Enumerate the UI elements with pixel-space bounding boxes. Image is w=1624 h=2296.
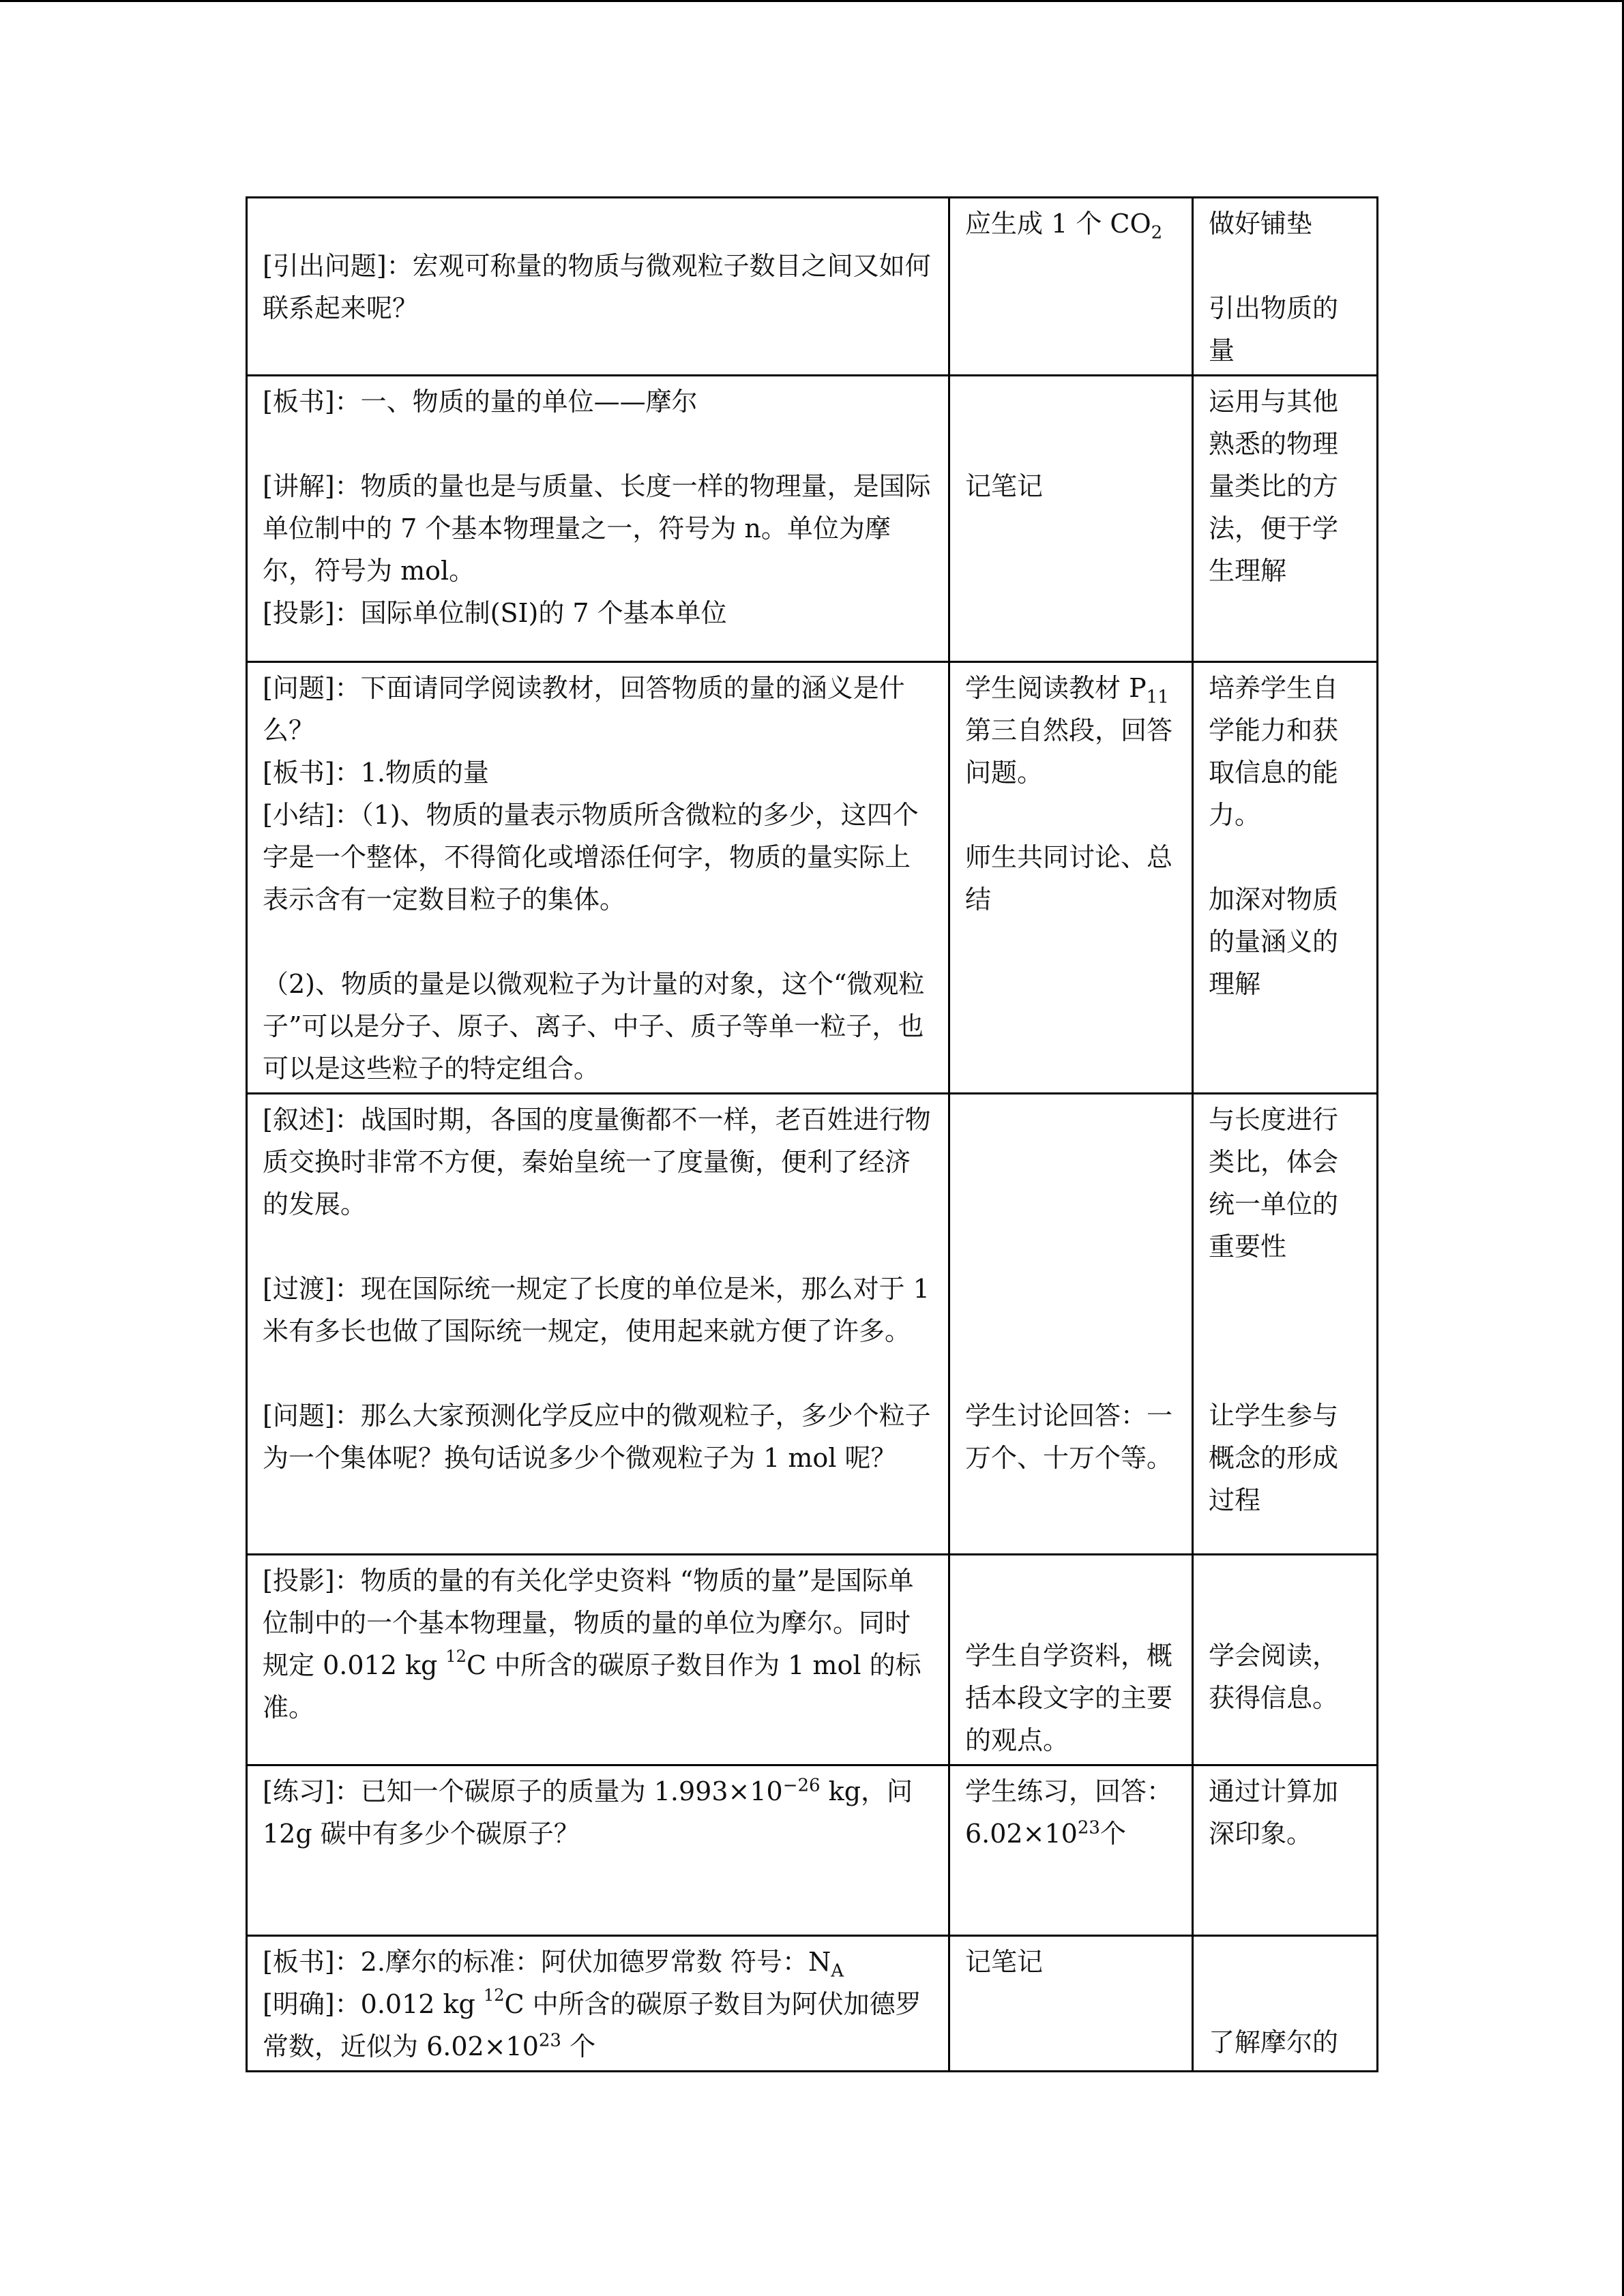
cell-text: [讲解]：物质的量也是与质量、长度一样的物理量，是国际单位制中的 7 个基本物理量之一，符号为 n。单位为摩尔，符号为 mol。 [263, 471, 931, 586]
superscript: −26 [782, 1775, 821, 1796]
cell-text: [板书]：一、物质的量的单位——摩尔 [263, 387, 698, 417]
design-intent-cell [1193, 1094, 1378, 1555]
subscript: 2 [1151, 222, 1163, 243]
design-intent-cell [1193, 1555, 1378, 1765]
teacher-activity-cell [247, 1094, 949, 1555]
cell-text: 运用与其他熟悉的物理量类比的方法，便于学生理解 [1209, 387, 1339, 586]
cell-text: 培养学生自学能力和获取信息的能力。 [1209, 673, 1339, 830]
cell-text: 引出物质的量 [1209, 293, 1339, 366]
cell-text: 学生阅读教材 P [965, 673, 1147, 703]
cell-text: 学会阅读，获得信息。 [1209, 1641, 1339, 1713]
cell-text: [问题]：下面请同学阅读教材，回答物质的量的涵义是什么？ [263, 673, 905, 745]
lesson-plan-table [246, 196, 1378, 2072]
student-activity-cell [949, 1936, 1193, 2072]
cell-text: [问题]：那么大家预测化学反应中的微观粒子，多少个粒子为一个集体呢？换句话说多少个微观粒子为 1 mol 呢？ [263, 1401, 931, 1473]
cell-text: [板书]：1.物质的量 [263, 758, 489, 788]
table-row [247, 198, 1378, 376]
cell-text: 通过计算加深印象。 [1209, 1776, 1339, 1849]
cell-text: [投影]：物质的量的有关化学史资料 “物质的量”是国际单位制中的一个基本物理量，物质的量的单位为摩尔。同时规定 0.012 kg [263, 1566, 914, 1680]
cell-text: kg，问 12g 碳中有多少个碳原子？ [263, 1776, 913, 1849]
table-row [247, 1936, 1378, 2072]
table-row [247, 376, 1378, 662]
subscript: A [831, 1960, 844, 1982]
cell-text: 记笔记 [965, 1947, 1044, 1977]
superscript: 12 [445, 1647, 467, 1666]
cell-text: 学生练习，回答：6.02×10 [965, 1776, 1173, 1849]
superscript: 12 [483, 1986, 505, 2005]
cell-text: 与长度进行类比，体会统一单位的重要性 [1209, 1105, 1339, 1262]
teacher-activity-cell [247, 198, 949, 376]
teacher-activity-cell [247, 1555, 949, 1765]
cell-text: 做好铺垫 [1209, 209, 1313, 239]
design-intent-cell [1193, 198, 1378, 376]
cell-text: C 中所含的碳原子数目为阿伏加德罗常数，近似为 6.02×10 [263, 1989, 921, 2061]
student-activity-cell [949, 376, 1193, 662]
student-activity-cell [949, 1765, 1193, 1936]
cell-text: 个 [1099, 1819, 1126, 1849]
cell-text: 学生自学资料，概括本段文字的主要的观点。 [965, 1641, 1173, 1755]
student-activity-cell [949, 662, 1193, 1094]
cell-text: 师生共同讨论、总结 [965, 842, 1173, 914]
teacher-activity-cell [247, 1765, 949, 1936]
cell-text: [板书]：2.摩尔的标准：阿伏加德罗常数 符号：N [263, 1947, 831, 1977]
table-row [247, 1765, 1378, 1936]
superscript: 23 [538, 2030, 561, 2051]
table-row [247, 1094, 1378, 1555]
design-intent-cell [1193, 1765, 1378, 1936]
teacher-activity-cell [247, 376, 949, 662]
cell-text: [引出问题]：宏观可称量的物质与微观粒子数目之间又如何联系起来呢？ [263, 251, 931, 323]
cell-text: 记笔记 [965, 471, 1044, 501]
superscript: 23 [1077, 1817, 1100, 1838]
cell-text: 应生成 1 个 CO [965, 209, 1151, 239]
cell-text: 了解摩尔的 [1209, 2027, 1339, 2057]
design-intent-cell [1193, 662, 1378, 1094]
cell-text: 让学生参与概念的形成过程 [1209, 1401, 1339, 1515]
teacher-activity-cell [247, 662, 949, 1094]
cell-text: （2)、物质的量是以微观粒子为计量的对象，这个“微观粒子”可以是分子、原子、离子、中子、质子等单一粒子，也可以是这些粒子的特定组合。 [263, 969, 925, 1084]
student-activity-cell [949, 198, 1193, 376]
cell-text: [叙述]：战国时期，各国的度量衡都不一样，老百姓进行物质交换时非常不方便，秦始皇统一了度量衡，便利了经济的发展。 [263, 1105, 931, 1219]
student-activity-cell [949, 1555, 1193, 1765]
cell-text: C 中所含的碳原子数目作为 1 mol 的标准。 [263, 1650, 921, 1723]
cell-text: 个 [561, 2031, 596, 2061]
design-intent-cell [1193, 1936, 1378, 2072]
table-row [247, 662, 1378, 1094]
table-row [247, 1555, 1378, 1765]
cell-text: [明确]：0.012 kg [263, 1989, 484, 2019]
cell-text: 学生讨论回答：一万个、十万个等。 [965, 1401, 1173, 1473]
cell-text: [投影]：国际单位制(SI)的 7 个基本单位 [263, 598, 727, 628]
student-activity-cell [949, 1094, 1193, 1555]
cell-text: [小结]：（1)、物质的量表示物质所含微粒的多少，这四个字是一个整体，不得简化或增添任何字，物质的量实际上表示含有一定数目粒子的集体。 [263, 800, 919, 914]
cell-text: [练习]：已知一个碳原子的质量为 1.993×10 [263, 1776, 783, 1806]
cell-text: [过渡]：现在国际统一规定了长度的单位是米，那么对于 1 米有多长也做了国际统一规定，使用起来就方便了许多。 [263, 1274, 930, 1346]
cell-text: 第三自然段，回答问题。 [965, 715, 1173, 788]
teacher-activity-cell [247, 1936, 949, 2072]
cell-text: 加深对物质的量涵义的理解 [1209, 884, 1339, 999]
subscript: 11 [1146, 687, 1169, 708]
design-intent-cell [1193, 376, 1378, 662]
